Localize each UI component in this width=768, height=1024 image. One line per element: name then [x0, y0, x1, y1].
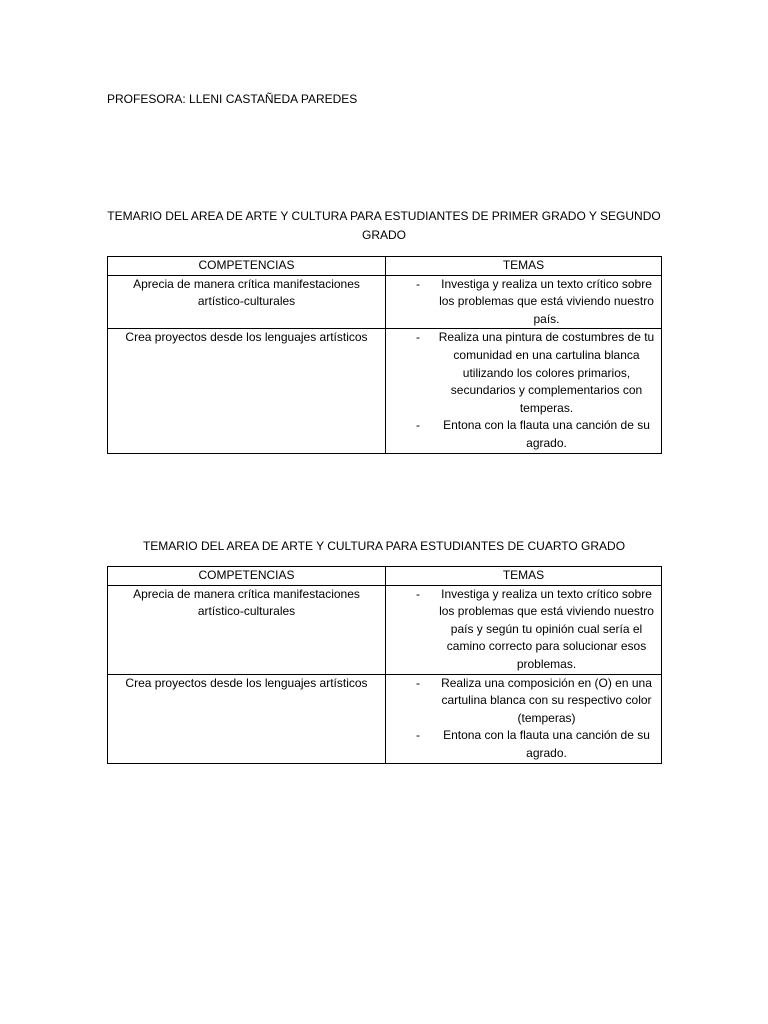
header-temas: TEMAS — [386, 257, 662, 276]
bullet-dash: - — [416, 586, 420, 601]
header-competencias: COMPETENCIAS — [108, 567, 386, 586]
list-item — [388, 276, 659, 329]
table-row — [108, 329, 662, 453]
bullet-dash: - — [416, 728, 420, 743]
bullet-dash: - — [416, 418, 420, 433]
topic-text: Investiga y realiza un texto crítico sobre los problemas que está viviendo nuestro país y según tu opinión cual sería el camino correcto para solucionar esos problemas. — [439, 586, 654, 671]
list-item — [388, 329, 659, 417]
list-item — [388, 417, 659, 452]
topic-list — [388, 586, 659, 674]
competencia-cell: Crea proyectos desde los lenguajes artísticos — [108, 329, 386, 453]
topic-list — [388, 329, 659, 452]
topic-text: Investiga y realiza un texto crítico sobre los problemas que está viviendo nuestro país. — [439, 276, 654, 326]
section1-table — [107, 256, 662, 454]
section1-title: TEMARIO DEL AREA DE ARTE Y CULTURA PARA ESTUDIANTES DE PRIMER GRADO Y SEGUNDO GRADO — [107, 209, 661, 242]
list-item — [388, 675, 659, 728]
competencia-cell: Crea proyectos desde los lenguajes artísticos — [108, 674, 386, 763]
list-item — [388, 586, 659, 674]
competencia-cell: Aprecia de manera crítica manifestaciones artístico-culturales — [108, 585, 386, 674]
table-row — [108, 585, 662, 674]
table-header-row — [108, 567, 662, 586]
bullet-dash: - — [416, 675, 420, 690]
header-competencias: COMPETENCIAS — [108, 257, 386, 276]
list-item — [388, 727, 659, 762]
topic-list — [388, 276, 659, 329]
topic-text: Entona con la flauta una canción de su agrado. — [443, 418, 650, 450]
temas-cell — [386, 275, 662, 329]
bullet-dash: - — [416, 330, 420, 345]
section2-title: TEMARIO DEL AREA DE ARTE Y CULTURA PARA ESTUDIANTES DE CUARTO GRADO — [142, 539, 626, 553]
topic-text: Realiza una composición en (O) en una cartulina blanca con su respectivo color (temperas) — [441, 675, 652, 725]
temas-cell — [386, 329, 662, 453]
topic-text: Entona con la flauta una canción de su agrado. — [443, 728, 650, 760]
bullet-dash: - — [416, 276, 420, 291]
topic-list — [388, 675, 659, 763]
header-temas: TEMAS — [386, 567, 662, 586]
teacher-name: PROFESORA: LLENI CASTAÑEDA PAREDES — [107, 92, 358, 106]
table-row — [108, 275, 662, 329]
table-header-row — [108, 257, 662, 276]
competencia-cell: Aprecia de manera crítica manifestaciones artístico-culturales — [108, 275, 386, 329]
topic-text: Realiza una pintura de costumbres de tu comunidad en una cartulina blanca utilizando los colores primarios, secundarios y complementarios con temperas. — [438, 330, 655, 415]
temas-cell — [386, 674, 662, 763]
temas-cell — [386, 585, 662, 674]
section2-table — [107, 566, 662, 764]
table-row — [108, 674, 662, 763]
